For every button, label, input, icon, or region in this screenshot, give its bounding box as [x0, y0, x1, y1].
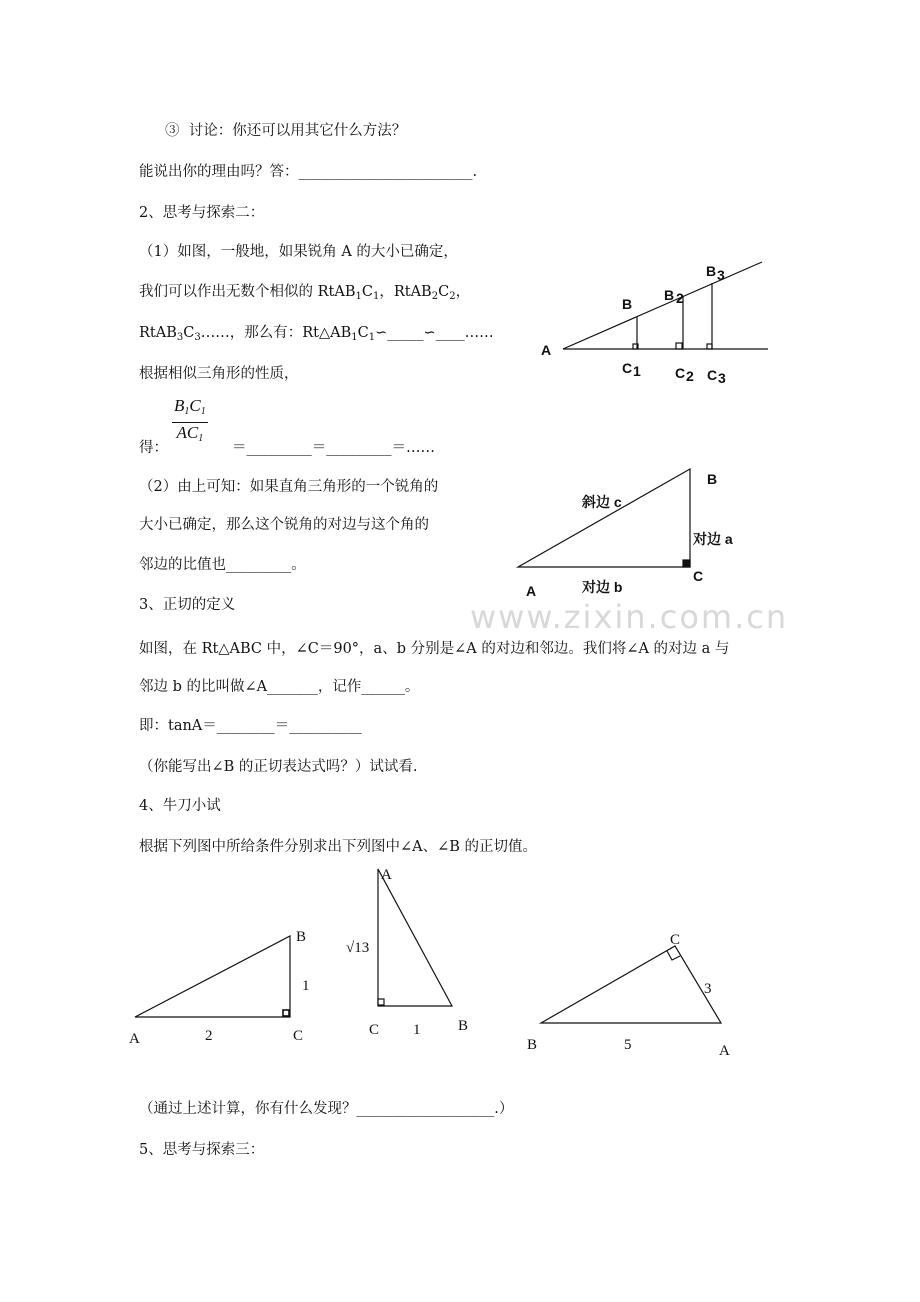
svg-text:B: B — [527, 1037, 538, 1053]
svg-text:C: C — [622, 360, 633, 376]
svg-text:√13: √13 — [346, 940, 370, 956]
svg-text:A: A — [381, 867, 392, 883]
svg-text:C: C — [293, 1028, 304, 1044]
triangle-3 — [527, 932, 730, 1059]
section-4-heading: 4、牛刀小试 — [139, 798, 221, 814]
text-line: 大小已确定，那么这个锐角的对边与这个角的 — [139, 517, 429, 533]
svg-text:对边 b: 对边 b — [582, 579, 623, 595]
svg-text:B: B — [296, 929, 307, 945]
svg-text:B: B — [707, 471, 718, 487]
svg-text:A: A — [541, 342, 552, 358]
discussion-line: ③ 讨论：你还可以用其它什么方法？ — [165, 123, 407, 139]
triangle-2 — [346, 867, 468, 1038]
triangle-1 — [129, 929, 310, 1047]
section-3-heading: 3、正切的定义 — [139, 597, 236, 613]
svg-text:B: B — [706, 263, 717, 279]
svg-text:5: 5 — [624, 1037, 632, 1053]
svg-text:对边 a: 对边 a — [693, 531, 733, 547]
text-line: 根据下列图中所给条件分别求出下列图中∠A、∠B 的正切值。 — [139, 839, 538, 855]
svg-text:A: A — [526, 583, 537, 599]
text-line: 即：tanA＝________＝__________ — [139, 718, 362, 734]
text-line: （1）如图，一般地，如果锐角 A 的大小已确定， — [139, 244, 458, 260]
text-line: 得： — [139, 440, 168, 456]
text-line: （你能写出∠B 的正切表达式吗？）试试看. — [139, 759, 418, 775]
svg-text:C: C — [369, 1022, 380, 1038]
svg-text:A: A — [129, 1031, 140, 1047]
section-2-heading: 2、思考与探索二： — [139, 205, 265, 221]
svg-text:B: B — [664, 287, 675, 303]
equation-blanks: ＝_________＝_________＝…… — [232, 440, 435, 456]
text-line: 我们可以作出无数个相似的 $RtAB_1C_1$，$RtAB_2C_2$， — [139, 284, 471, 302]
svg-text:C: C — [670, 932, 681, 948]
svg-text:3: 3 — [704, 981, 712, 997]
svg-text:斜边 c: 斜边 c — [582, 494, 622, 510]
svg-text:A: A — [719, 1043, 730, 1059]
text-line: 邻边的比值也_________。 — [139, 557, 306, 573]
svg-text:3: 3 — [718, 370, 726, 386]
watermark: www.zixin.com.cn — [470, 598, 789, 636]
right-triangle-abc-figure — [518, 469, 733, 599]
text-line: （通过上述计算，你有什么发现？___________________.） — [139, 1101, 514, 1117]
svg-text:2: 2 — [676, 290, 684, 306]
svg-text:3: 3 — [717, 267, 725, 283]
svg-text:2: 2 — [205, 1028, 213, 1044]
svg-text:B: B — [622, 296, 633, 312]
text-line: （2）由上可知：如果直角三角形的一个锐角的 — [139, 479, 439, 495]
svg-text:C: C — [693, 568, 704, 584]
text-line: $RtAB_3C_3\dots\dots$，那么有：$Rt\triangle AB_1C_1∽\_\_\_\_\_∽\_\_\_\_\dots\dots$ — [139, 325, 494, 343]
svg-text:1: 1 — [633, 363, 641, 379]
fraction-b1c1-over-ac1: $\frac{B_1C_1}{AC_1}$ — [174, 396, 206, 444]
text-line: 根据相似三角形的性质， — [139, 366, 299, 382]
svg-text:B: B — [458, 1018, 469, 1034]
svg-text:2: 2 — [686, 368, 694, 384]
text-line: 邻边 b 的比叫做∠A_______，记作______。 — [139, 679, 420, 695]
svg-text:C: C — [675, 365, 686, 381]
reason-line: 能说出你的理由吗？答：________________________. — [139, 164, 478, 180]
svg-text:C: C — [707, 367, 718, 383]
similar-triangles-figure — [541, 262, 768, 386]
svg-text:1: 1 — [302, 978, 310, 994]
text-line: 如图，在 Rt△ABC 中，∠C＝90°，a、b 分别是∠A 的对边和邻边。我们将∠A 的对边 a 与 — [139, 641, 730, 657]
section-5-heading: 5、思考与探索三： — [139, 1142, 265, 1158]
svg-text:1: 1 — [413, 1022, 421, 1038]
